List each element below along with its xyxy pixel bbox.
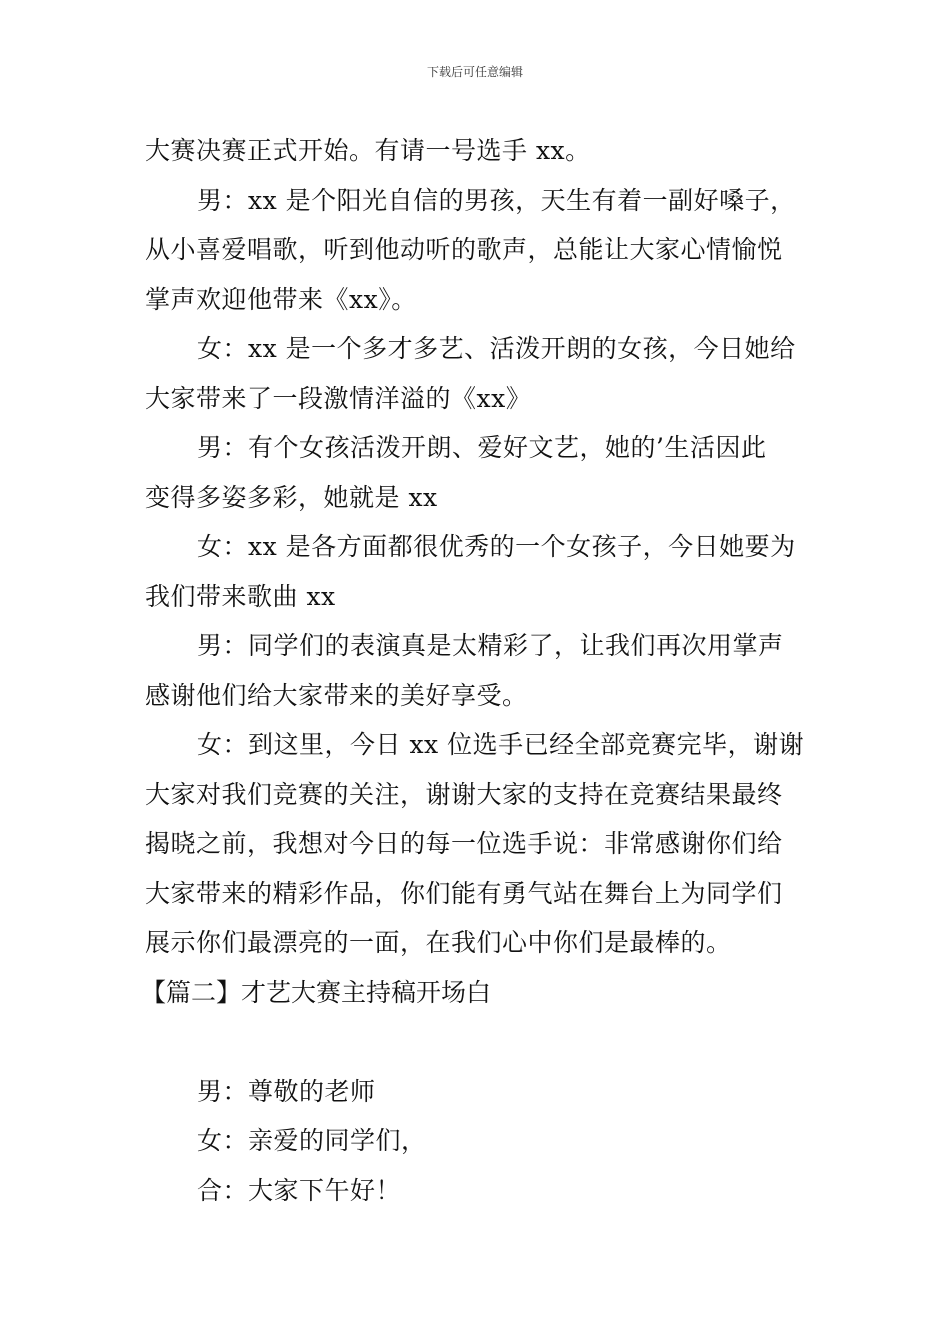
paragraph-start: 男：有个女孩活泼开朗、爱好文艺，她的’生活因此 xyxy=(197,433,767,462)
page-header: 下载后可任意编辑 xyxy=(426,65,523,79)
text-line: 变得多姿多彩，她就是 xx xyxy=(145,482,438,512)
paragraph-start: 女：到这里，今日 xx 位选手已经全部竞赛完毕，谢谢 xyxy=(197,730,805,759)
paragraph-start: 男：同学们的表演真是太精彩了，让我们再次用掌声 xyxy=(197,631,784,660)
document-body xyxy=(141,126,810,1215)
paragraph-start: 男：xx 是个阳光自信的男孩，天生有着一副好嗓子， xyxy=(197,185,796,215)
text-line: 从小喜爱唱歌，听到他动听的歌声，总能让大家心情愉悦 xyxy=(145,235,783,264)
greeting-line: 男：尊敬的老师 xyxy=(197,1076,376,1106)
text-line: 大家带来了一段激情洋溢的《xx》 xyxy=(145,383,532,413)
blank-line xyxy=(145,1017,810,1067)
text-line: 展示你们最漂亮的一面，在我们心中你们是最棒的。 xyxy=(145,928,732,957)
text-line: 大赛决赛正式开始。有请一号选手 xx。 xyxy=(145,136,591,165)
paragraph-start: 女：xx 是各方面都很优秀的一个女孩子，今日她要为 xyxy=(197,532,796,561)
text-line: 掌声欢迎他带来《xx》。 xyxy=(145,284,417,314)
text-line: 揭晓之前，我想对今日的每一位选手说：非常感谢你们给 xyxy=(145,829,783,858)
paragraph-start: 女：xx 是一个多才多艺、活泼开朗的女孩，今日她给 xyxy=(197,334,796,363)
text-line: 我们带来歌曲 xx xyxy=(145,581,336,611)
section-title: 【篇二】才艺大赛主持稿开场白 xyxy=(141,977,492,1007)
greeting-line: 合：大家下午好！ xyxy=(197,1175,402,1205)
text-line: 感谢他们给大家带来的美好享受。 xyxy=(145,680,528,710)
text-line: 大家带来的精彩作品，你们能有勇气站在舞台上为同学们 xyxy=(145,878,783,908)
text-line: 大家对我们竞赛的关注，谢谢大家的支持在竞赛结果最终 xyxy=(145,779,783,809)
greeting-line: 女：亲爱的同学们， xyxy=(197,1126,427,1155)
